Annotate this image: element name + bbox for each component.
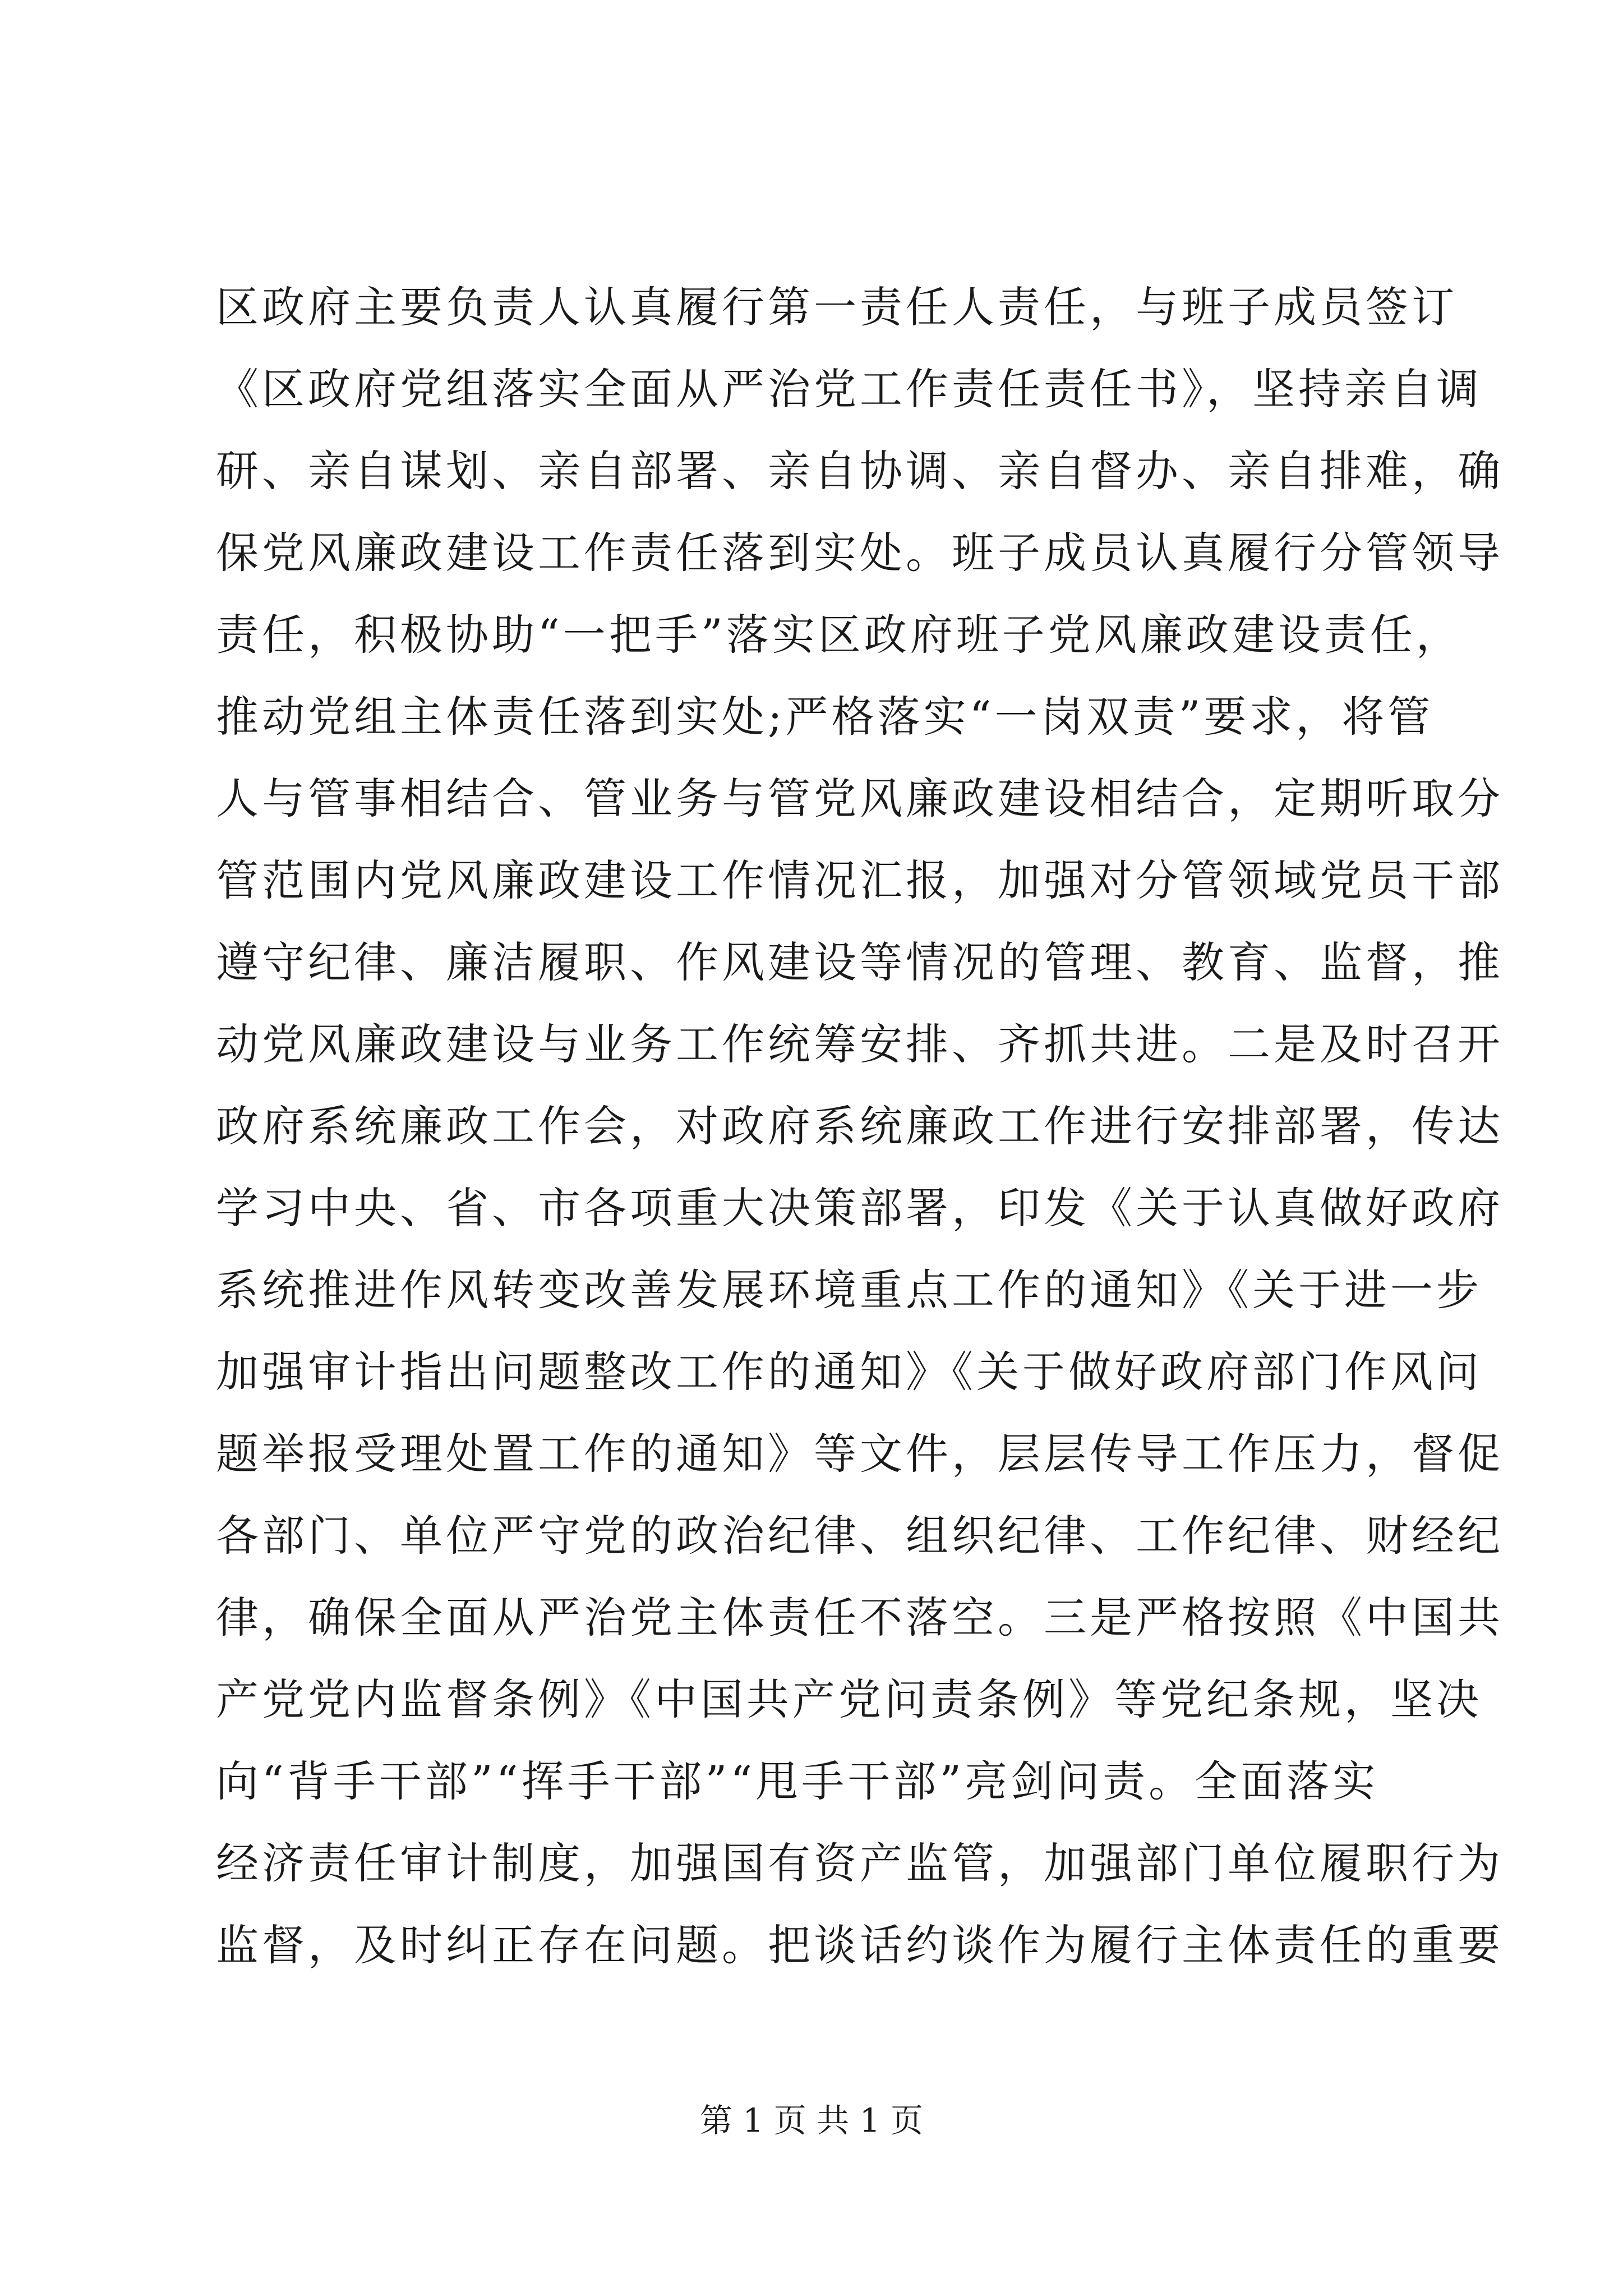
page-number-footer: 第 1 页 共 1 页 [700, 2101, 923, 2139]
text-line: 律，确保全面从严治党主体责任不落空。三是严格按照《中国共 [216, 1593, 1504, 1642]
text-line: 政府系统廉政工作会，对政府系统廉政工作进行安排部署，传达 [216, 1101, 1504, 1151]
text-line: 人与管事相结合、管业务与管党风廉政建设相结合，定期听取分 [216, 774, 1504, 823]
text-line: 遵守纪律、廉洁履职、作风建设等情况的管理、教育、监督，推 [216, 937, 1504, 987]
text-line: 动党风廉政建设与业务工作统筹安排、齐抓共进。二是及时召开 [216, 1019, 1504, 1069]
text-line: 《区政府党组落实全面从严治党工作责任责任书》，坚持亲自调 [216, 364, 1482, 414]
text-line: 各部门、单位严守党的政治纪律、组织纪律、工作纪律、财经纪 [216, 1511, 1504, 1561]
text-line: 责任，积极协助“一把手”落实区政府班子党风廉政建设责任， [216, 610, 1462, 660]
text-line: 经济责任审计制度，加强国有资产监管，加强部门单位履职行为 [216, 1838, 1504, 1888]
text-line: 加强审计指出问题整改工作的通知》《关于做好政府部门作风问 [216, 1347, 1482, 1397]
text-line: 推动党组主体责任落到实处;严格落实“一岗双责”要求，将管 [216, 692, 1434, 742]
text-line: 研、亲自谋划、亲自部署、亲自协调、亲自督办、亲自排难，确 [216, 446, 1504, 496]
text-line: 管范围内党风廉政建设工作情况汇报，加强对分管领域党员干部 [216, 855, 1504, 905]
body-text [216, 266, 1504, 1986]
text-line: 保党风廉政建设工作责任落到实处。班子成员认真履行分管领导 [216, 528, 1504, 578]
text-line: 区政府主要负责人认真履行第一责任人责任，与班子成员签订 [216, 282, 1458, 332]
text-line: 产党党内监督条例》《中国共产党问责条例》等党纪条规，坚决 [216, 1674, 1482, 1724]
text-line: 向“背手干部”“挥手干部”“甩手干部”亮剑问责。全面落实 [216, 1756, 1379, 1806]
text-line: 系统推进作风转变改善发展环境重点工作的通知》《关于进一步 [216, 1265, 1482, 1315]
text-line: 题举报受理处置工作的通知》等文件，层层传导工作压力，督促 [216, 1429, 1504, 1479]
text-line: 学习中央、省、市各项重大决策部署，印发《关于认真做好政府 [216, 1183, 1504, 1233]
text-line: 监督，及时纠正存在问题。把谈话约谈作为履行主体责任的重要 [216, 1920, 1504, 1970]
